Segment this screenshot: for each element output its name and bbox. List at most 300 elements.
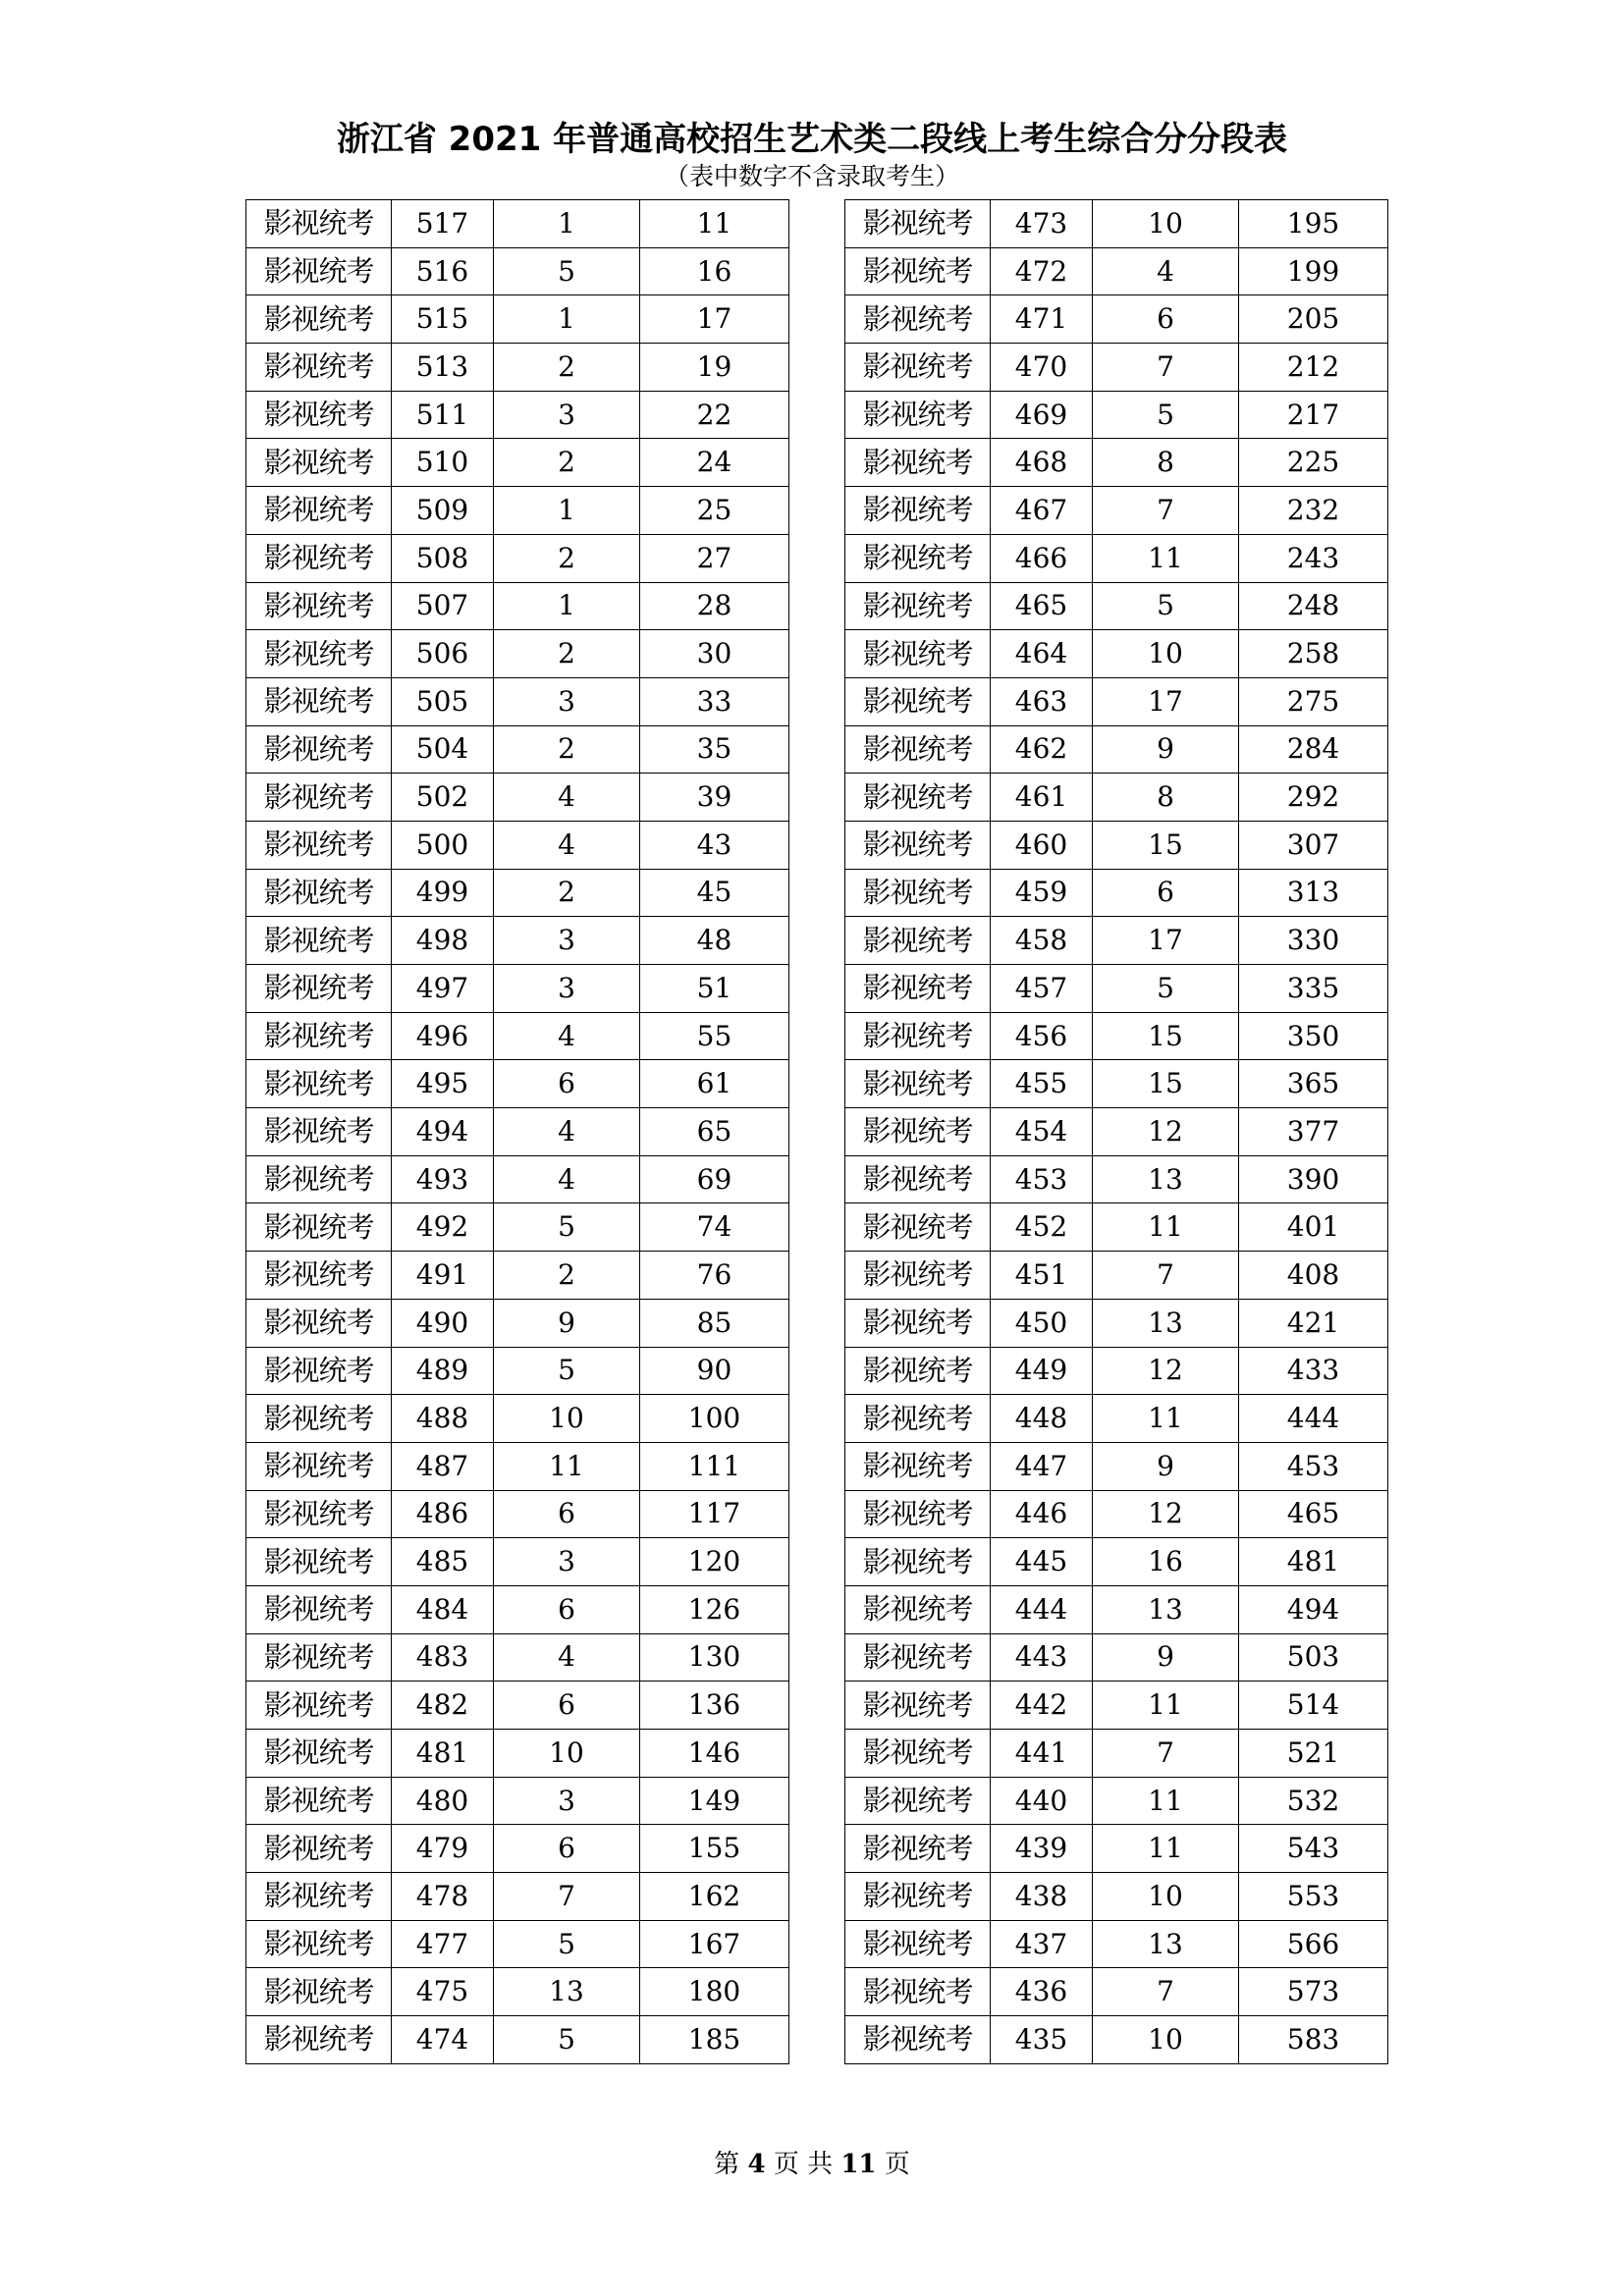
score-cell: 513 (392, 344, 494, 392)
count-cell: 5 (494, 1347, 640, 1395)
category-cell: 影视统考 (246, 1252, 392, 1300)
score-cell: 439 (991, 1825, 1093, 1873)
table-row (845, 1252, 1388, 1300)
table-row (246, 534, 789, 582)
category-cell: 影视统考 (845, 534, 991, 582)
count-cell: 5 (1093, 582, 1239, 630)
table-row (845, 1490, 1388, 1538)
cumulative-cell: 39 (640, 774, 789, 822)
category-cell: 影视统考 (246, 1825, 392, 1873)
cumulative-cell: 583 (1239, 2016, 1388, 2064)
score-cell: 515 (392, 295, 494, 344)
score-cell: 486 (392, 1490, 494, 1538)
table-row (246, 917, 789, 965)
table-row (845, 582, 1388, 630)
cumulative-cell: 212 (1239, 344, 1388, 392)
table-row (246, 630, 789, 678)
score-cell: 488 (392, 1395, 494, 1443)
count-cell: 1 (494, 487, 640, 535)
count-cell: 6 (1093, 295, 1239, 344)
score-cell: 516 (392, 247, 494, 295)
category-cell: 影视统考 (845, 1633, 991, 1682)
cumulative-cell: 74 (640, 1203, 789, 1252)
score-cell: 466 (991, 534, 1093, 582)
score-cell: 459 (991, 869, 1093, 917)
table-row (246, 725, 789, 774)
cumulative-cell: 408 (1239, 1252, 1388, 1300)
cumulative-cell: 205 (1239, 295, 1388, 344)
count-cell: 6 (494, 1682, 640, 1730)
score-cell: 477 (392, 1920, 494, 1968)
score-cell: 479 (392, 1825, 494, 1873)
count-cell: 4 (494, 821, 640, 869)
table-row (246, 295, 789, 344)
table-row (845, 200, 1388, 248)
count-cell: 17 (1093, 677, 1239, 725)
cumulative-cell: 76 (640, 1252, 789, 1300)
cumulative-cell: 258 (1239, 630, 1388, 678)
score-cell: 464 (991, 630, 1093, 678)
cumulative-cell: 136 (640, 1682, 789, 1730)
category-cell: 影视统考 (845, 1252, 991, 1300)
category-cell: 影视统考 (246, 1203, 392, 1252)
table-row (246, 821, 789, 869)
count-cell: 7 (1093, 487, 1239, 535)
table-row (845, 1203, 1388, 1252)
score-cell: 444 (991, 1585, 1093, 1633)
cumulative-cell: 573 (1239, 1968, 1388, 2016)
score-cell: 469 (991, 391, 1093, 439)
footer-prefix: 第 (714, 2150, 740, 2179)
cumulative-cell: 22 (640, 391, 789, 439)
table-row (845, 821, 1388, 869)
count-cell: 9 (1093, 1442, 1239, 1490)
cumulative-cell: 69 (640, 1155, 789, 1203)
score-cell: 451 (991, 1252, 1093, 1300)
cumulative-cell: 532 (1239, 1777, 1388, 1825)
category-cell: 影视统考 (246, 1155, 392, 1203)
category-cell: 影视统考 (845, 344, 991, 392)
cumulative-cell: 146 (640, 1730, 789, 1778)
table-row (845, 1155, 1388, 1203)
category-cell: 影视统考 (246, 869, 392, 917)
count-cell: 3 (494, 917, 640, 965)
count-cell: 10 (1093, 630, 1239, 678)
category-cell: 影视统考 (246, 391, 392, 439)
count-cell: 16 (1093, 1538, 1239, 1586)
score-cell: 485 (392, 1538, 494, 1586)
table-row (246, 582, 789, 630)
count-cell: 2 (494, 869, 640, 917)
cumulative-cell: 126 (640, 1585, 789, 1633)
category-cell: 影视统考 (246, 1299, 392, 1347)
count-cell: 10 (1093, 1873, 1239, 1921)
footer-middle: 页 共 (773, 2150, 834, 2179)
table-row (845, 1682, 1388, 1730)
score-cell: 468 (991, 439, 1093, 487)
score-cell: 441 (991, 1730, 1093, 1778)
table-row (246, 869, 789, 917)
score-cell: 480 (392, 1777, 494, 1825)
table-row (845, 1347, 1388, 1395)
cumulative-cell: 85 (640, 1299, 789, 1347)
table-row (845, 391, 1388, 439)
cumulative-cell: 167 (640, 1920, 789, 1968)
category-cell: 影视统考 (845, 1873, 991, 1921)
cumulative-cell: 365 (1239, 1060, 1388, 1108)
table-row (845, 1060, 1388, 1108)
score-cell: 465 (991, 582, 1093, 630)
table-row (845, 1299, 1388, 1347)
cumulative-cell: 401 (1239, 1203, 1388, 1252)
count-cell: 7 (1093, 344, 1239, 392)
score-cell: 490 (392, 1299, 494, 1347)
category-cell: 影视统考 (845, 630, 991, 678)
cumulative-cell: 335 (1239, 965, 1388, 1013)
category-cell: 影视统考 (845, 1968, 991, 2016)
score-cell: 474 (392, 2016, 494, 2064)
count-cell: 2 (494, 344, 640, 392)
cumulative-cell: 35 (640, 725, 789, 774)
table-row (246, 1299, 789, 1347)
table-row (246, 439, 789, 487)
score-cell: 449 (991, 1347, 1093, 1395)
cumulative-cell: 284 (1239, 725, 1388, 774)
category-cell: 影视统考 (246, 344, 392, 392)
count-cell: 13 (1093, 1920, 1239, 1968)
count-cell: 4 (494, 1633, 640, 1682)
count-cell: 5 (494, 247, 640, 295)
category-cell: 影视统考 (246, 2016, 392, 2064)
category-cell: 影视统考 (845, 247, 991, 295)
table-row (845, 1825, 1388, 1873)
score-cell: 482 (392, 1682, 494, 1730)
score-cell: 497 (392, 965, 494, 1013)
table-row (246, 677, 789, 725)
table-row (246, 1490, 789, 1538)
cumulative-cell: 248 (1239, 582, 1388, 630)
category-cell: 影视统考 (845, 1585, 991, 1633)
score-cell: 452 (991, 1203, 1093, 1252)
score-cell: 507 (392, 582, 494, 630)
category-cell: 影视统考 (845, 774, 991, 822)
score-cell: 492 (392, 1203, 494, 1252)
count-cell: 4 (494, 1012, 640, 1060)
category-cell: 影视统考 (845, 1920, 991, 1968)
score-cell: 498 (392, 917, 494, 965)
table-row (246, 1538, 789, 1586)
category-cell: 影视统考 (845, 1777, 991, 1825)
count-cell: 15 (1093, 821, 1239, 869)
table-row (845, 1395, 1388, 1443)
category-cell: 影视统考 (845, 1060, 991, 1108)
table-row (246, 1730, 789, 1778)
score-cell: 450 (991, 1299, 1093, 1347)
score-cell: 467 (991, 487, 1093, 535)
table-row (845, 725, 1388, 774)
cumulative-cell: 51 (640, 965, 789, 1013)
cumulative-cell: 465 (1239, 1490, 1388, 1538)
category-cell: 影视统考 (845, 1682, 991, 1730)
count-cell: 2 (494, 630, 640, 678)
count-cell: 11 (1093, 1203, 1239, 1252)
cumulative-cell: 65 (640, 1108, 789, 1156)
count-cell: 1 (494, 295, 640, 344)
cumulative-cell: 195 (1239, 200, 1388, 248)
score-cell: 436 (991, 1968, 1093, 2016)
table-row (845, 1442, 1388, 1490)
cumulative-cell: 390 (1239, 1155, 1388, 1203)
count-cell: 9 (1093, 725, 1239, 774)
count-cell: 10 (1093, 200, 1239, 248)
score-cell: 499 (392, 869, 494, 917)
category-cell: 影视统考 (845, 1108, 991, 1156)
category-cell: 影视统考 (845, 1203, 991, 1252)
category-cell: 影视统考 (845, 869, 991, 917)
category-cell: 影视统考 (845, 821, 991, 869)
category-cell: 影视统考 (246, 1442, 392, 1490)
cumulative-cell: 43 (640, 821, 789, 869)
count-cell: 4 (494, 1155, 640, 1203)
category-cell: 影视统考 (845, 295, 991, 344)
score-cell: 447 (991, 1442, 1093, 1490)
page-footer (0, 2144, 1624, 2180)
cumulative-cell: 275 (1239, 677, 1388, 725)
page-title: 浙江省 2021 年普通高校招生艺术类二段线上考生综合分分段表 (336, 120, 1288, 159)
score-cell: 458 (991, 917, 1093, 965)
score-cell: 455 (991, 1060, 1093, 1108)
count-cell: 13 (1093, 1155, 1239, 1203)
table-row (246, 487, 789, 535)
category-cell: 影视统考 (845, 1347, 991, 1395)
category-cell: 影视统考 (845, 1012, 991, 1060)
cumulative-cell: 481 (1239, 1538, 1388, 1586)
count-cell: 6 (494, 1490, 640, 1538)
table-row (246, 2016, 789, 2064)
table-row (246, 1347, 789, 1395)
count-cell: 4 (494, 1108, 640, 1156)
table-row (246, 1585, 789, 1633)
score-cell: 481 (392, 1730, 494, 1778)
table-row (845, 1012, 1388, 1060)
category-cell: 影视统考 (246, 1873, 392, 1921)
table-row (845, 439, 1388, 487)
score-cell: 445 (991, 1538, 1093, 1586)
category-cell: 影视统考 (246, 1730, 392, 1778)
cumulative-cell: 48 (640, 917, 789, 965)
count-cell: 7 (1093, 1968, 1239, 2016)
count-cell: 13 (494, 1968, 640, 2016)
count-cell: 3 (494, 1538, 640, 1586)
table-row (246, 1825, 789, 1873)
count-cell: 3 (494, 391, 640, 439)
count-cell: 15 (1093, 1060, 1239, 1108)
count-cell: 5 (1093, 965, 1239, 1013)
table-row (845, 1777, 1388, 1825)
category-cell: 影视统考 (845, 582, 991, 630)
score-table-left (245, 199, 789, 2064)
count-cell: 12 (1093, 1490, 1239, 1538)
table-row (845, 2016, 1388, 2064)
cumulative-cell: 521 (1239, 1730, 1388, 1778)
count-cell: 5 (494, 2016, 640, 2064)
cumulative-cell: 111 (640, 1442, 789, 1490)
category-cell: 影视统考 (246, 247, 392, 295)
cumulative-cell: 292 (1239, 774, 1388, 822)
cumulative-cell: 503 (1239, 1633, 1388, 1682)
cumulative-cell: 120 (640, 1538, 789, 1586)
cumulative-cell: 453 (1239, 1442, 1388, 1490)
table-row (845, 1968, 1388, 2016)
category-cell: 影视统考 (845, 439, 991, 487)
cumulative-cell: 225 (1239, 439, 1388, 487)
cumulative-cell: 377 (1239, 1108, 1388, 1156)
table-row (845, 869, 1388, 917)
category-cell: 影视统考 (845, 391, 991, 439)
table-row (845, 774, 1388, 822)
cumulative-cell: 27 (640, 534, 789, 582)
table-row (246, 1395, 789, 1443)
category-cell: 影视统考 (845, 2016, 991, 2064)
count-cell: 3 (494, 1777, 640, 1825)
score-cell: 504 (392, 725, 494, 774)
table-row (845, 295, 1388, 344)
table-row (246, 1252, 789, 1300)
category-cell: 影视统考 (845, 1299, 991, 1347)
category-cell: 影视统考 (246, 487, 392, 535)
score-cell: 491 (392, 1252, 494, 1300)
score-cell: 470 (991, 344, 1093, 392)
category-cell: 影视统考 (845, 200, 991, 248)
cumulative-cell: 19 (640, 344, 789, 392)
score-cell: 506 (392, 630, 494, 678)
category-cell: 影视统考 (246, 630, 392, 678)
category-cell: 影视统考 (845, 1490, 991, 1538)
score-cell: 483 (392, 1633, 494, 1682)
count-cell: 13 (1093, 1299, 1239, 1347)
category-cell: 影视统考 (246, 1920, 392, 1968)
table-row (246, 1682, 789, 1730)
score-cell: 517 (392, 200, 494, 248)
cumulative-cell: 185 (640, 2016, 789, 2064)
cumulative-cell: 24 (640, 439, 789, 487)
count-cell: 8 (1093, 774, 1239, 822)
cumulative-cell: 16 (640, 247, 789, 295)
table-row (246, 1108, 789, 1156)
score-cell: 456 (991, 1012, 1093, 1060)
footer-page-number: 4 (747, 2150, 766, 2179)
table-row (246, 1155, 789, 1203)
count-cell: 10 (1093, 2016, 1239, 2064)
table-row (845, 534, 1388, 582)
category-cell: 影视统考 (246, 439, 392, 487)
score-table-right (844, 199, 1388, 2064)
count-cell: 6 (494, 1825, 640, 1873)
table-row (246, 1060, 789, 1108)
count-cell: 6 (494, 1060, 640, 1108)
count-cell: 2 (494, 439, 640, 487)
score-cell: 437 (991, 1920, 1093, 1968)
table-row (845, 344, 1388, 392)
table-row (845, 965, 1388, 1013)
count-cell: 1 (494, 200, 640, 248)
count-cell: 2 (494, 1252, 640, 1300)
cumulative-cell: 45 (640, 869, 789, 917)
table-row (845, 1585, 1388, 1633)
table-row (246, 247, 789, 295)
count-cell: 11 (1093, 534, 1239, 582)
cumulative-cell: 514 (1239, 1682, 1388, 1730)
cumulative-cell: 130 (640, 1633, 789, 1682)
cumulative-cell: 28 (640, 582, 789, 630)
table-row (246, 1968, 789, 2016)
category-cell: 影视统考 (246, 1347, 392, 1395)
score-cell: 438 (991, 1873, 1093, 1921)
category-cell: 影视统考 (845, 677, 991, 725)
table-row (246, 1777, 789, 1825)
score-cell: 446 (991, 1490, 1093, 1538)
table-row (246, 1442, 789, 1490)
cumulative-cell: 55 (640, 1012, 789, 1060)
cumulative-cell: 330 (1239, 917, 1388, 965)
table-row (845, 1108, 1388, 1156)
count-cell: 4 (494, 774, 640, 822)
count-cell: 5 (494, 1203, 640, 1252)
score-cell: 462 (991, 725, 1093, 774)
score-cell: 494 (392, 1108, 494, 1156)
count-cell: 13 (1093, 1585, 1239, 1633)
score-cell: 457 (991, 965, 1093, 1013)
table-row (845, 630, 1388, 678)
table-row (246, 1633, 789, 1682)
page-subtitle: （表中数字不含录取考生） (664, 162, 959, 190)
cumulative-cell: 149 (640, 1777, 789, 1825)
cumulative-cell: 444 (1239, 1395, 1388, 1443)
category-cell: 影视统考 (246, 1682, 392, 1730)
score-cell: 495 (392, 1060, 494, 1108)
cumulative-cell: 350 (1239, 1012, 1388, 1060)
category-cell: 影视统考 (845, 1395, 991, 1443)
count-cell: 17 (1093, 917, 1239, 965)
cumulative-cell: 162 (640, 1873, 789, 1921)
cumulative-cell: 11 (640, 200, 789, 248)
cumulative-cell: 30 (640, 630, 789, 678)
count-cell: 11 (1093, 1395, 1239, 1443)
category-cell: 影视统考 (845, 1730, 991, 1778)
score-cell: 454 (991, 1108, 1093, 1156)
category-cell: 影视统考 (845, 1155, 991, 1203)
category-cell: 影视统考 (845, 1825, 991, 1873)
table-row (246, 965, 789, 1013)
category-cell: 影视统考 (246, 1060, 392, 1108)
score-cell: 484 (392, 1585, 494, 1633)
cumulative-cell: 494 (1239, 1585, 1388, 1633)
count-cell: 15 (1093, 1012, 1239, 1060)
count-cell: 7 (494, 1873, 640, 1921)
table-row (845, 1538, 1388, 1586)
cumulative-cell: 433 (1239, 1347, 1388, 1395)
score-cell: 500 (392, 821, 494, 869)
cumulative-cell: 199 (1239, 247, 1388, 295)
cumulative-cell: 180 (640, 1968, 789, 2016)
category-cell: 影视统考 (246, 1777, 392, 1825)
cumulative-cell: 543 (1239, 1825, 1388, 1873)
count-cell: 11 (1093, 1777, 1239, 1825)
score-cell: 440 (991, 1777, 1093, 1825)
table-row (845, 1730, 1388, 1778)
table-row (246, 774, 789, 822)
table-row (845, 677, 1388, 725)
